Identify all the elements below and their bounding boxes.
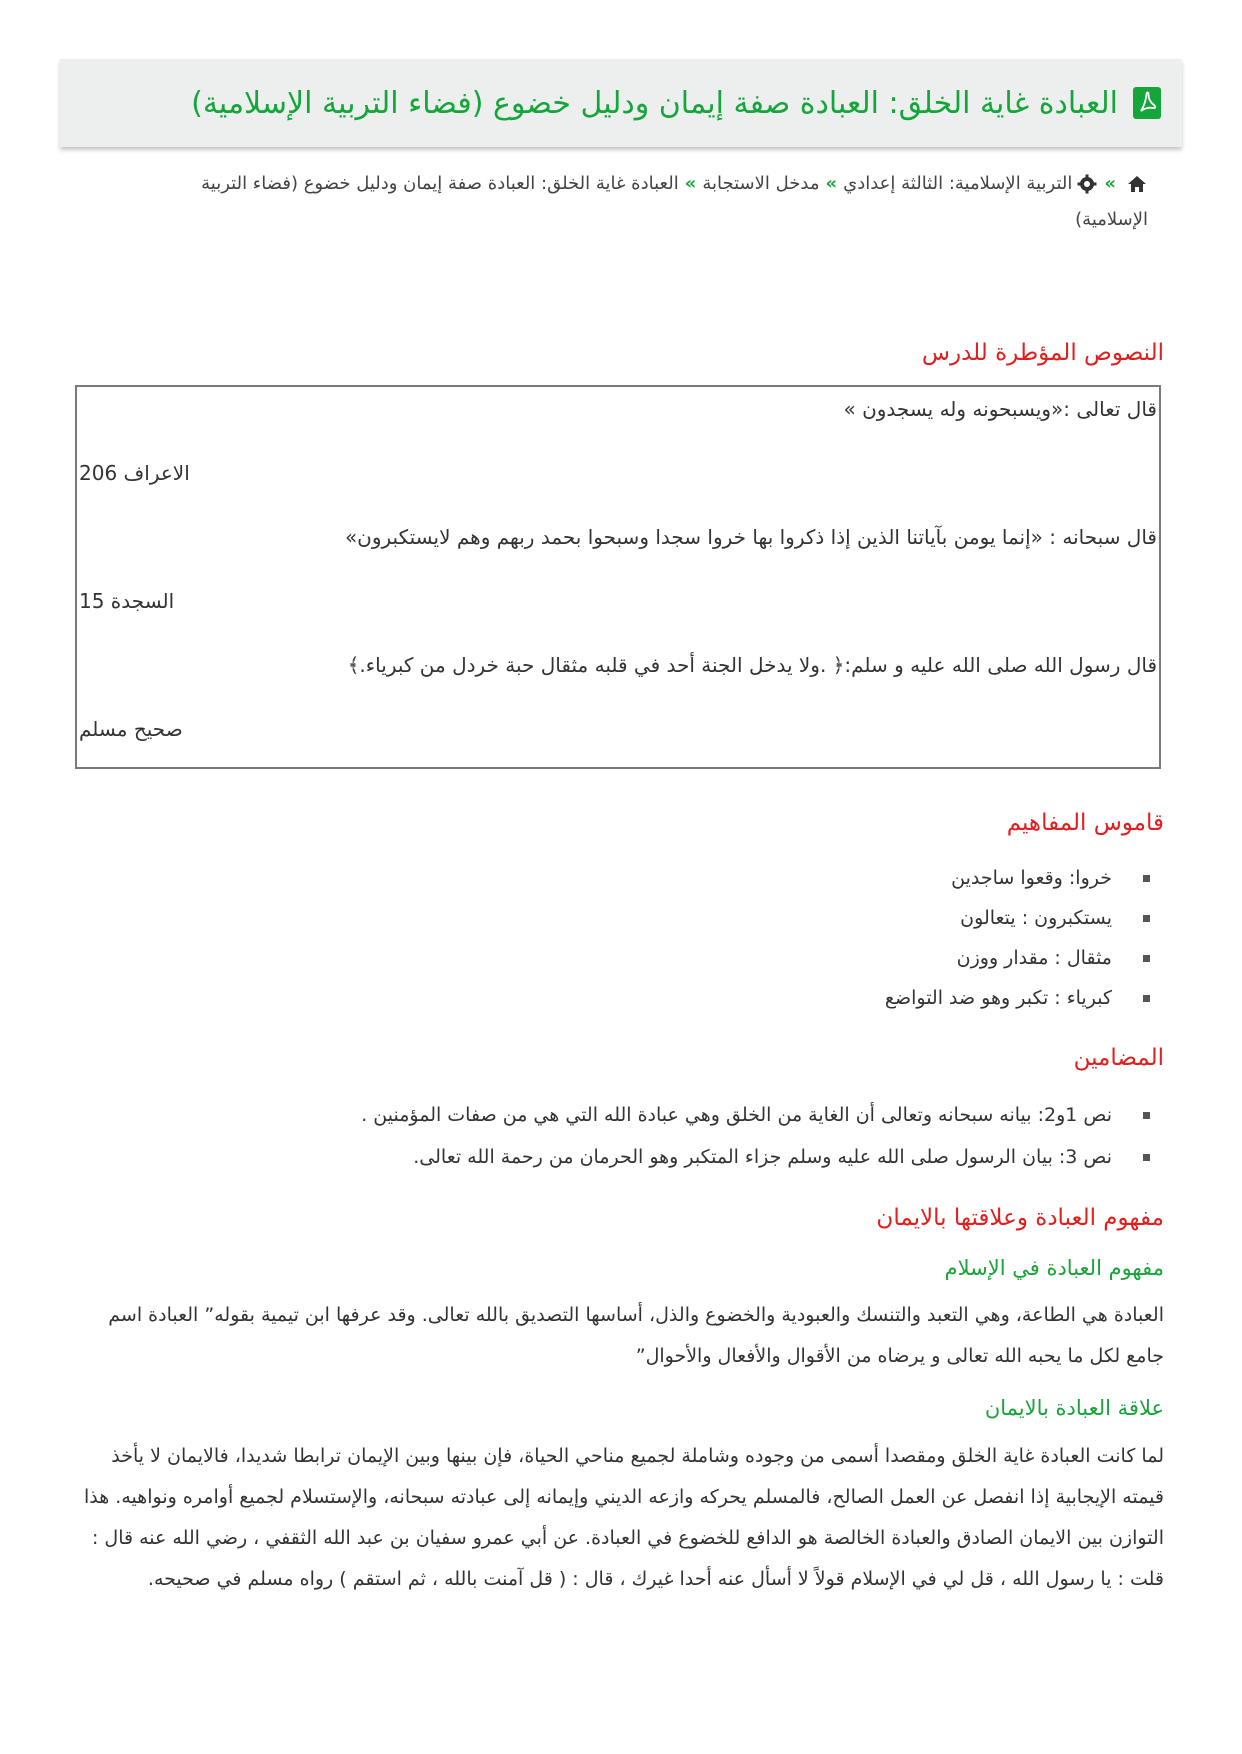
verse-reference: السجدة 15	[79, 589, 175, 613]
gear-icon	[1076, 173, 1098, 195]
breadcrumb-separator: »	[1104, 173, 1116, 194]
breadcrumb-separator: »	[684, 173, 697, 194]
contents-heading: المضامين	[1073, 1045, 1164, 1071]
framing-texts-box	[75, 385, 1161, 769]
hadith-reference: صحيح مسلم	[79, 717, 183, 741]
title-bar	[60, 59, 1182, 147]
list-item: نص 3: بيان الرسول صلى الله عليه وسلم جزاء المتكبر وهو الحرمان من رحمة الله تعالى.	[361, 1136, 1150, 1178]
home-icon[interactable]	[1126, 173, 1148, 195]
framing-texts-heading: النصوص المؤطرة للدرس	[921, 340, 1164, 366]
pdf-icon	[1132, 86, 1162, 120]
breadcrumb	[148, 166, 1148, 238]
concept-subheading: مفهوم العبادة في الإسلام	[944, 1256, 1164, 1280]
verse-reference: الاعراف 206	[79, 461, 190, 485]
contents-list	[361, 1094, 1150, 1178]
bullet-icon	[1143, 995, 1150, 1002]
bullet-icon	[1143, 1154, 1150, 1161]
bullet-icon	[1143, 955, 1150, 962]
breadcrumb-item-current: العبادة غاية الخلق: العبادة صفة إيمان ودليل خضوع (فضاء التربية الإسلامية)	[201, 173, 1148, 230]
concept-heading: مفهوم العبادة وعلاقتها بالايمان	[876, 1205, 1164, 1231]
relation-subheading: علاقة العبادة بالايمان	[984, 1396, 1164, 1420]
hadith-text: قال رسول الله صلى الله عليه و سلم:﴿ .ولا يدخل الجنة أحد في قلبه مثقال حبة خردل من كبرياء.﴾	[347, 653, 1157, 677]
relation-paragraph: لما كانت العبادة غاية الخلق ومقصدا أسمى من وجوده وشاملة لجميع مناحي الحياة، فإن بينها وبين الإيمان ترابطا شديدا، فالايمان لا يأخذ قيمته الإيجابية إذا انفصل عن العمل الصالح، فالمسلم يحركه وازعه الديني وإيمانه إلى عبادته سبحانه، والإستسلام لجميع أوامره ونواهيه. هذا التوازن بين الايمان الصادق والعبادة الخالصة هو الدافع للخضوع في العبادة. عن أبي عمرو سفيان بن عبد الله الثقفي ، رضي الله عنه قال : قلت : يا رسول الله ، قل لي في الإسلام قولاً لا أسأل عنه أحدا غيرك ، قال : ( قل آمنت بالله ، ثم استقم ) رواه مسلم في صحيحه.	[83, 1445, 1164, 1590]
bullet-icon	[1143, 875, 1150, 882]
list-item: يستكبرون : يتعالون	[885, 898, 1150, 938]
glossary-list	[885, 858, 1150, 1018]
verse-text: قال سبحانه : «إنما يومن بآياتنا الذين إذا ذكروا بها خروا سجدا وسبحوا بحمد ربهم وهم لايستكبرون»	[344, 525, 1157, 549]
breadcrumb-separator: »	[825, 173, 838, 194]
list-item: نص 1و2: بيانه سبحانه وتعالى أن الغاية من الخلق وهي عبادة الله التي هي من صفات المؤمنين .	[361, 1094, 1150, 1136]
concept-paragraph: العبادة هي الطاعة، وهي التعبد والتنسك والعبودية والخضوع والذل، أساسها التصديق بالله تعالى. وقد عرفها ابن تيمية بقوله” العبادة اسم جامع لكل ما يحبه الله تعالى و يرضاه من الأقوال والأفعال والأحوال”	[108, 1304, 1164, 1367]
verse-text: قال تعالى :«ويسبحونه وله يسجدون »	[843, 397, 1157, 421]
list-item: كبرياء : تكبر وهو ضد التواضع	[885, 978, 1150, 1018]
glossary-heading: قاموس المفاهيم	[1006, 810, 1164, 836]
list-item: مثقال : مقدار ووزن	[885, 938, 1150, 978]
breadcrumb-item-course[interactable]: التربية الإسلامية: الثالثة إعدادي	[843, 173, 1073, 194]
page-title: العبادة غاية الخلق: العبادة صفة إيمان ودليل خضوع (فضاء التربية الإسلامية)	[191, 85, 1118, 121]
bullet-icon	[1143, 915, 1150, 922]
list-item: خروا: وقعوا ساجدين	[885, 858, 1150, 898]
breadcrumb-item-section[interactable]: مدخل الاستجابة	[702, 173, 820, 194]
bullet-icon	[1143, 1112, 1150, 1119]
